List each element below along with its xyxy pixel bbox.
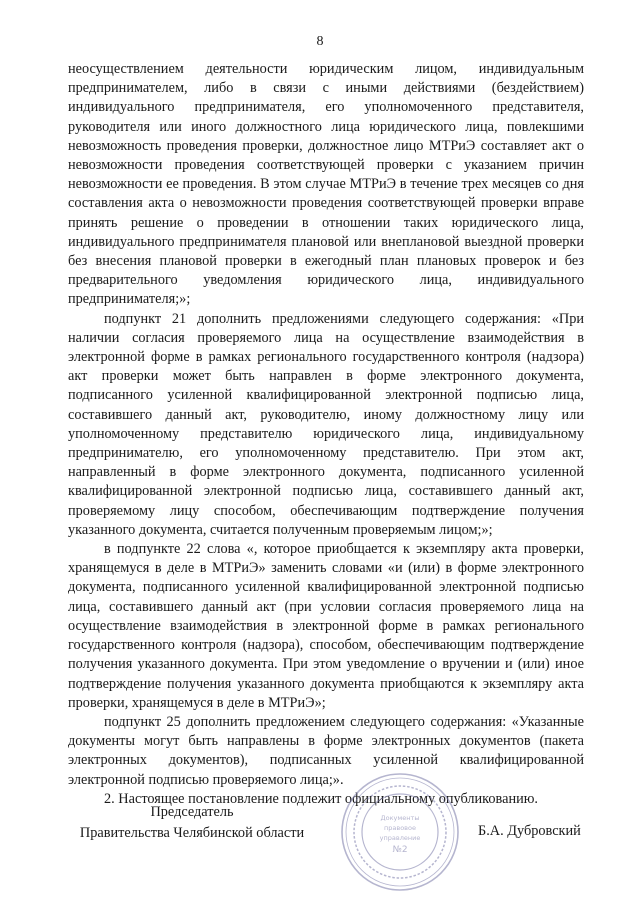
signature-block xyxy=(0,796,640,896)
seal-line: правовое xyxy=(384,824,416,832)
seal-line: управление xyxy=(379,834,421,842)
seal-line: №2 xyxy=(392,845,408,855)
signatory-position-line: Председатель xyxy=(150,804,234,820)
paragraph: подпункт 25 дополнить предложением следующего содержания: «Указанные документы могут быть направлены в форме электронных документов (пакета электронных документов), подписанных усиленной квалифицированной электронной подписью проверяемого лица;». xyxy=(68,713,584,788)
paragraph: в подпункте 22 слова «, которое приобщается к экземпляру акта проверки, хранящемуся в деле в МТРиЭ» заменить словами «и (или) в форме электронного документа, подписанного усиленной квалифицированной электронной подписью лица, составившего данный акт (при условии согласия проверяемого лица на осуществление взаимодействия в электронной форме в рамках регионального государственного контроля (надзора), способом, обеспечивающим подтверждение получения указанного документа. При этом уведомление о вручении и (или) иное подтверждение получения указанного документа приобщаются к экземпляру акта проверки, хранящемуся в деле в МТРиЭ»; xyxy=(68,541,584,711)
paragraph: неосуществлением деятельности юридическим лицом, индивидуальным предпринимателем, либо в связи с иными действиями (бездействием) индивидуального предпринимателя, его уполномоченного представителя, руководителя или иного должностного лица юридического лица, повлекшими невозможность проведения проверки, должностное лицо МТРиЭ составляет акт о невозможности проведения соответствующей проверки с указанием причин невозможности ее проведения. В этом случае МТРиЭ в течение трех месяцев со дня составления акта о невозможности проведения соответствующей проверки вправе принять решение о проведении в отношении таких юридического лица, индивидуального предпринимателя плановой или внеплановой выездной проверки без внесения плановой проверки в ежегодный план плановых проверок и без предварительного уведомления юридического лица, индивидуального предпринимателя;»; xyxy=(68,61,584,308)
page-number: 8 xyxy=(316,34,324,49)
signatory-name: Б.А. Дубровский xyxy=(478,823,581,839)
signatory-position xyxy=(72,802,312,844)
signatory-position-line: Правительства Челябинской области xyxy=(79,825,305,841)
paragraph: подпункт 21 дополнить предложениями следующего содержания: «При наличии согласия проверяемого лица на осуществление взаимодействия в электронной форме в рамках регионального государственного контроля (надзора) акт проверки может быть направлен в форме электронного документа, подписанного усиленной квалифицированной электронной подписью лица, составившего данный акт, руководителю, иному должностному лицу или уполномоченному представителю юридического лица, индивидуальному предпринимателю, его уполномоченному представителю. При этом акт, направленный в форме электронного документа, подписанного усиленной квалифицированной электронной подписью лица, составившего данный акт, проверяемому лицу способом, обеспечивающим подтверждение получения указанного документа, считается полученным проверяемым лицом;»; xyxy=(68,310,584,538)
seal-line: Документы xyxy=(380,814,420,822)
document-body xyxy=(68,60,584,809)
paragraph: 2. Настоящее постановление подлежит официальному опубликованию. xyxy=(104,790,539,807)
